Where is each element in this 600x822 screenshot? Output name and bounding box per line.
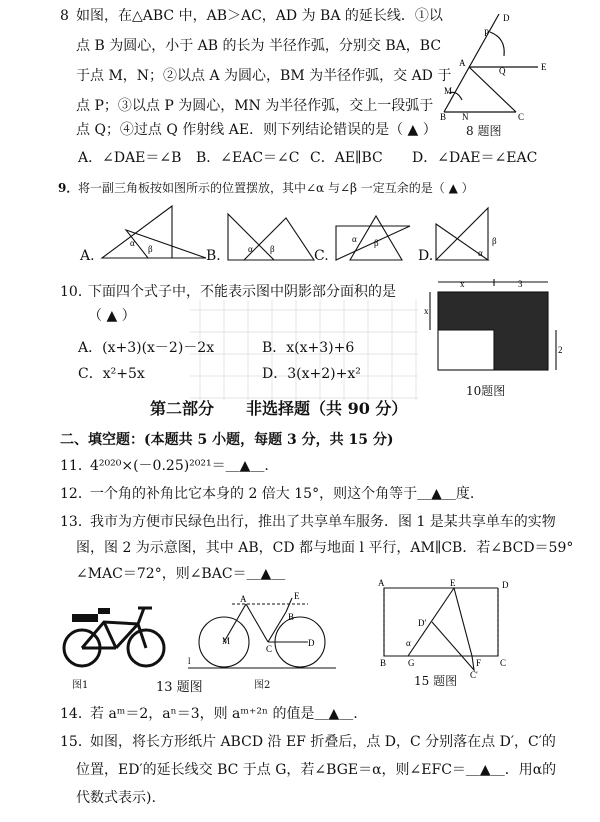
q8-label-q: Q: [499, 66, 506, 76]
q8-line-3: 于点 M，N；②以点 A 为圆心，BM 为半径作弧，交 AD 于: [76, 68, 452, 84]
q10-caption: 10题图: [466, 384, 506, 398]
q10-answer: （ ▲ ）: [88, 308, 136, 324]
q9-option-a: A.: [80, 248, 95, 264]
q8-line-1: 如图，在△ABC 中，AB＞AC，AD 为 BA 的延长线．①以: [76, 8, 443, 24]
q15-label-g: G: [408, 658, 415, 668]
q14-text: 若 aᵐ＝2，aⁿ＝3，则 aᵐ⁺²ⁿ 的值是＿▲＿.: [90, 706, 358, 722]
q9-d-beta: β: [492, 236, 497, 246]
q13-line-2: 图，图 2 为示意图，其中 AB，CD 都与地面 l 平行，AM∥CB．若∠BCD＝59°: [76, 540, 574, 556]
q12-text: 一个角的补角比它本身的 2 倍大 15°，则这个角等于＿▲＿度.: [90, 486, 475, 502]
q10-option-c: C．x²+5x: [78, 366, 145, 382]
q8-caption: 8 题图: [466, 124, 502, 138]
q13-line-1: 我市为方便市民绿色出行，推出了共享单车服务．图 1 是某共享单车的实物: [90, 514, 556, 530]
q10-label-3: 3: [518, 279, 523, 289]
q9-a-alpha: α: [130, 238, 135, 248]
q9-figure-b: [224, 208, 316, 264]
q15-caption: 15 题图: [414, 674, 458, 688]
q9-d-alpha: α: [478, 248, 483, 258]
q10-label-x-top: x: [460, 279, 465, 289]
q8-label-a: A: [459, 58, 466, 68]
q8-figure: [440, 8, 560, 123]
q10-number: 10．: [60, 284, 92, 300]
q15-number: 15．: [60, 734, 92, 750]
q8-option-b: B．∠EAC＝∠C: [196, 150, 300, 166]
q12-number: 12．: [60, 486, 92, 502]
q15-label-dprime: D′: [418, 618, 427, 628]
q8-label-e: E: [541, 62, 547, 72]
q9-option-b: B.: [206, 248, 221, 264]
q15-label-d: D: [502, 580, 509, 590]
q9-text: 将一副三角板按如图所示的位置摆放，其中∠α 与∠β 一定互余的是（ ▲ ）: [78, 181, 474, 195]
q13-number: 13．: [60, 514, 92, 530]
q10-label-x-left: x: [424, 306, 429, 316]
q15-label-c: C: [500, 658, 507, 668]
q8-label-d: D: [503, 13, 510, 23]
q13-label-b: B: [288, 612, 295, 622]
q8-line-5: 点 Q；④过点 Q 作射线 AE．则下列结论错误的是（ ▲ ）: [76, 122, 437, 138]
q8-label-m: M: [444, 86, 453, 96]
q14-number: 14．: [60, 706, 92, 722]
q13-fig2-label: 图2: [254, 680, 271, 691]
q13-fig1-label: 图1: [72, 680, 89, 691]
q13-bicycle-photo: [60, 602, 170, 672]
q9-c-alpha: α: [352, 234, 357, 244]
q15-label-b: B: [380, 658, 387, 668]
part2-title: 第二部分 非选择题（共 90 分）: [150, 399, 408, 418]
q9-figure-a: [96, 200, 208, 264]
q10-label-2: 2: [558, 345, 563, 355]
q15-label-a: A: [378, 578, 385, 588]
q11-number: 11．: [60, 458, 92, 474]
q9-b-beta: β: [270, 244, 275, 254]
q15-line-2: 位置，ED′的延长线交 BC 于点 G，若∠BGE＝α，则∠EFC＝＿▲＿．用α的: [76, 762, 557, 778]
q15-line-1: 如图，将长方形纸片 ABCD 沿 EF 折叠后，点 D，C 分别落在点 D′，C′的: [90, 734, 556, 750]
q10-option-d: D．3(x+2)+x²: [262, 366, 361, 382]
q13-label-m: M: [222, 636, 231, 646]
q8-option-a: A．∠DAE＝∠B: [78, 150, 182, 166]
q15-figure: [372, 576, 516, 680]
q11-text: 4²⁰²⁰×(－0.25)²⁰²¹＝＿▲＿.: [90, 458, 269, 474]
q13-label-d: D: [308, 638, 315, 648]
q13-label-e: E: [294, 592, 300, 601]
section2-title: 二、填空题：(本题共 5 小题，每题 3 分，共 15 分): [60, 432, 394, 448]
q8-number: 8: [60, 8, 69, 24]
q13-line-3: ∠MAC＝72°，则∠BAC＝＿▲＿: [76, 566, 286, 582]
q9-a-beta: β: [148, 244, 153, 254]
q15-label-e: E: [450, 578, 456, 588]
q8-line-2: 点 B 为圆心，小于 AB 的长为 半径作弧，分别交 BA，BC: [76, 38, 442, 54]
q8-label-c: C: [518, 112, 525, 122]
q8-label-n: N: [462, 112, 469, 122]
q10-text: 下面四个式子中，不能表示图中阴影部分面积的是: [88, 284, 396, 300]
q9-option-d: D.: [418, 248, 434, 264]
q9-c-beta: β: [374, 238, 379, 248]
q10-option-b: B．x(x+3)+6: [262, 340, 355, 356]
q15-label-f: F: [476, 658, 482, 668]
q8-option-c: C．AE∥BC: [310, 150, 383, 166]
q15-label-cprime: C′: [470, 670, 478, 680]
q13-caption: 13 题图: [156, 680, 203, 695]
q9-b-alpha: α: [248, 244, 253, 254]
q13-bicycle-diagram: [188, 592, 336, 678]
q15-label-alpha: α: [406, 638, 411, 648]
q13-label-a: A: [240, 594, 247, 604]
q10-figure: [424, 278, 564, 382]
q13-label-l: l: [188, 656, 191, 666]
q13-label-c: C: [266, 644, 273, 654]
q8-line-4: 点 P；③以点 P 为圆心，MN 为半径作弧，交上一段弧于: [76, 98, 434, 114]
q9-number: 9．: [58, 181, 79, 195]
q9-figure-d: [432, 204, 510, 264]
q9-figure-c: [330, 212, 420, 264]
q10-option-a: A．(x+3)(x－2)－2x: [78, 340, 215, 356]
q8-option-d: D．∠DAE＝∠EAC: [412, 150, 538, 166]
q8-label-b: B: [440, 112, 447, 122]
q9-option-c: C.: [314, 248, 329, 264]
q15-line-3: 代数式表示).: [76, 790, 156, 806]
q8-label-p: P: [484, 28, 490, 38]
